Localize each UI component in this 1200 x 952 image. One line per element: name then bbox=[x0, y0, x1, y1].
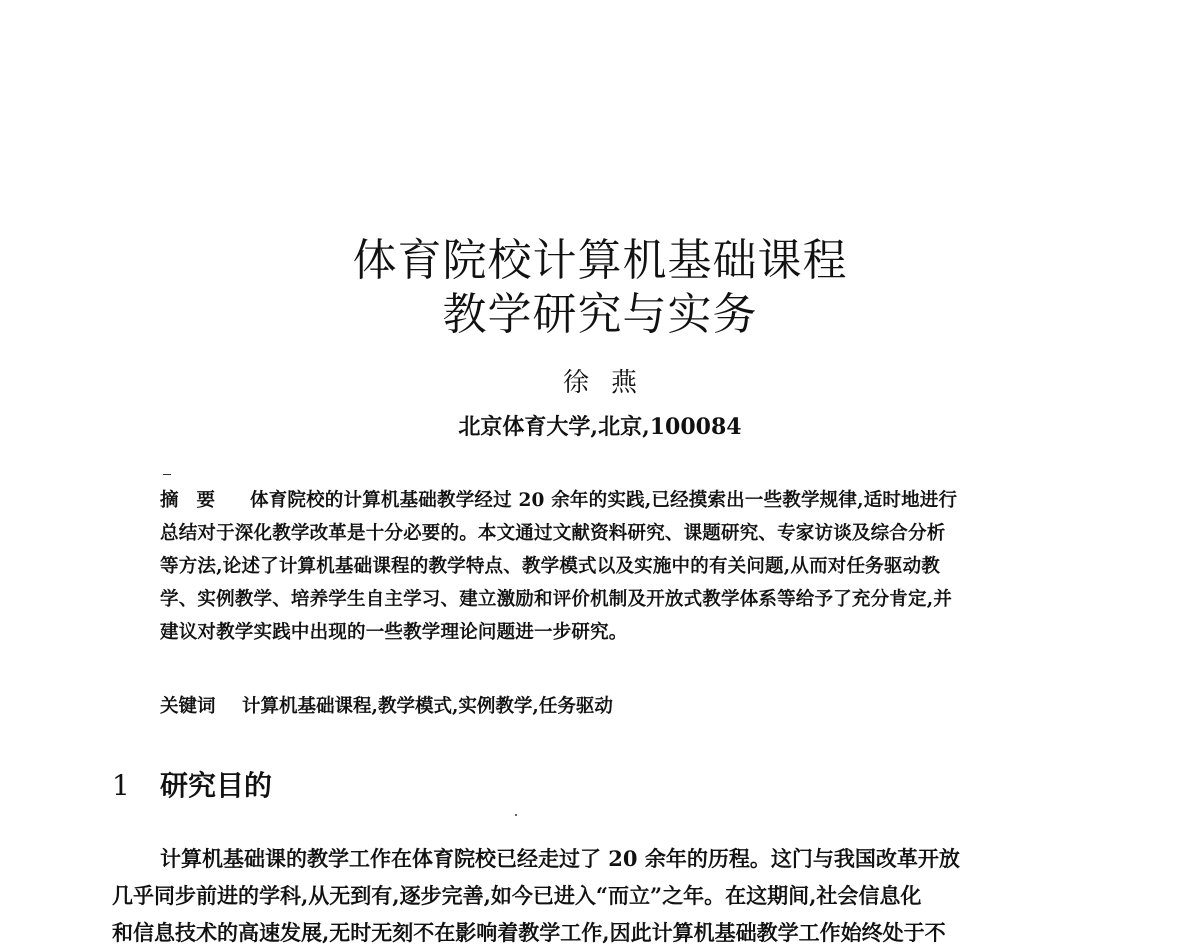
abstract-line bbox=[160, 484, 1040, 517]
abstract-line: 学、实例教学、培养学生自主学习、建立激励和评价机制及开放式教学体系等给予了充分肯定,并 bbox=[160, 589, 953, 610]
abstract-line: 总结对于深化教学改革是十分必要的。本文通过文献资料研究、课题研究、专家访谈及综合分析 bbox=[160, 523, 946, 544]
section-heading bbox=[112, 766, 272, 806]
paper-title-line-2: 教学研究与实务 bbox=[442, 289, 758, 340]
author-affiliation: 北京体育大学,北京,100084 bbox=[458, 414, 742, 440]
body-line: 计算机基础课的教学工作在体育院校已经走过了 20 余年的历程。这门与我国改革开放 bbox=[160, 846, 960, 871]
keywords-text: 计算机基础课程,教学模式,实例教学,任务驱动 bbox=[242, 696, 613, 717]
body-text bbox=[112, 840, 1082, 951]
section-number: 1 bbox=[112, 769, 130, 802]
stray-mark bbox=[163, 474, 171, 475]
keywords bbox=[160, 692, 1040, 722]
abstract bbox=[160, 484, 1040, 649]
abstract-text: 体育院校的计算机基础教学经过 20 余年的实践,已经摸索出一些教学规律,适时地进行 bbox=[250, 490, 958, 511]
keywords-label: 关键词 bbox=[160, 696, 216, 717]
section-title: 研究目的 bbox=[160, 769, 273, 802]
body-line: 和信息技术的高速发展,无时无刻不在影响着教学工作,因此计算机基础教学工作始终处于不 bbox=[112, 920, 946, 945]
body-line: 几乎同步前进的学科,从无到有,逐步完善,如今已进入“而立”之年。在这期间,社会信息化 bbox=[112, 883, 922, 908]
abstract-line: 等方法,论述了计算机基础课程的教学特点、教学模式以及实施中的有关问题,从而对任务驱动教 bbox=[160, 556, 940, 577]
paper-title-line-1: 体育院校计算机基础课程 bbox=[352, 235, 848, 286]
abstract-label: 摘要 bbox=[160, 490, 234, 511]
author-name: 徐燕 bbox=[562, 368, 659, 398]
abstract-line: 建议对教学实践中出现的一些教学理论问题进一步研究。 bbox=[160, 622, 628, 643]
stray-dot bbox=[515, 814, 517, 816]
